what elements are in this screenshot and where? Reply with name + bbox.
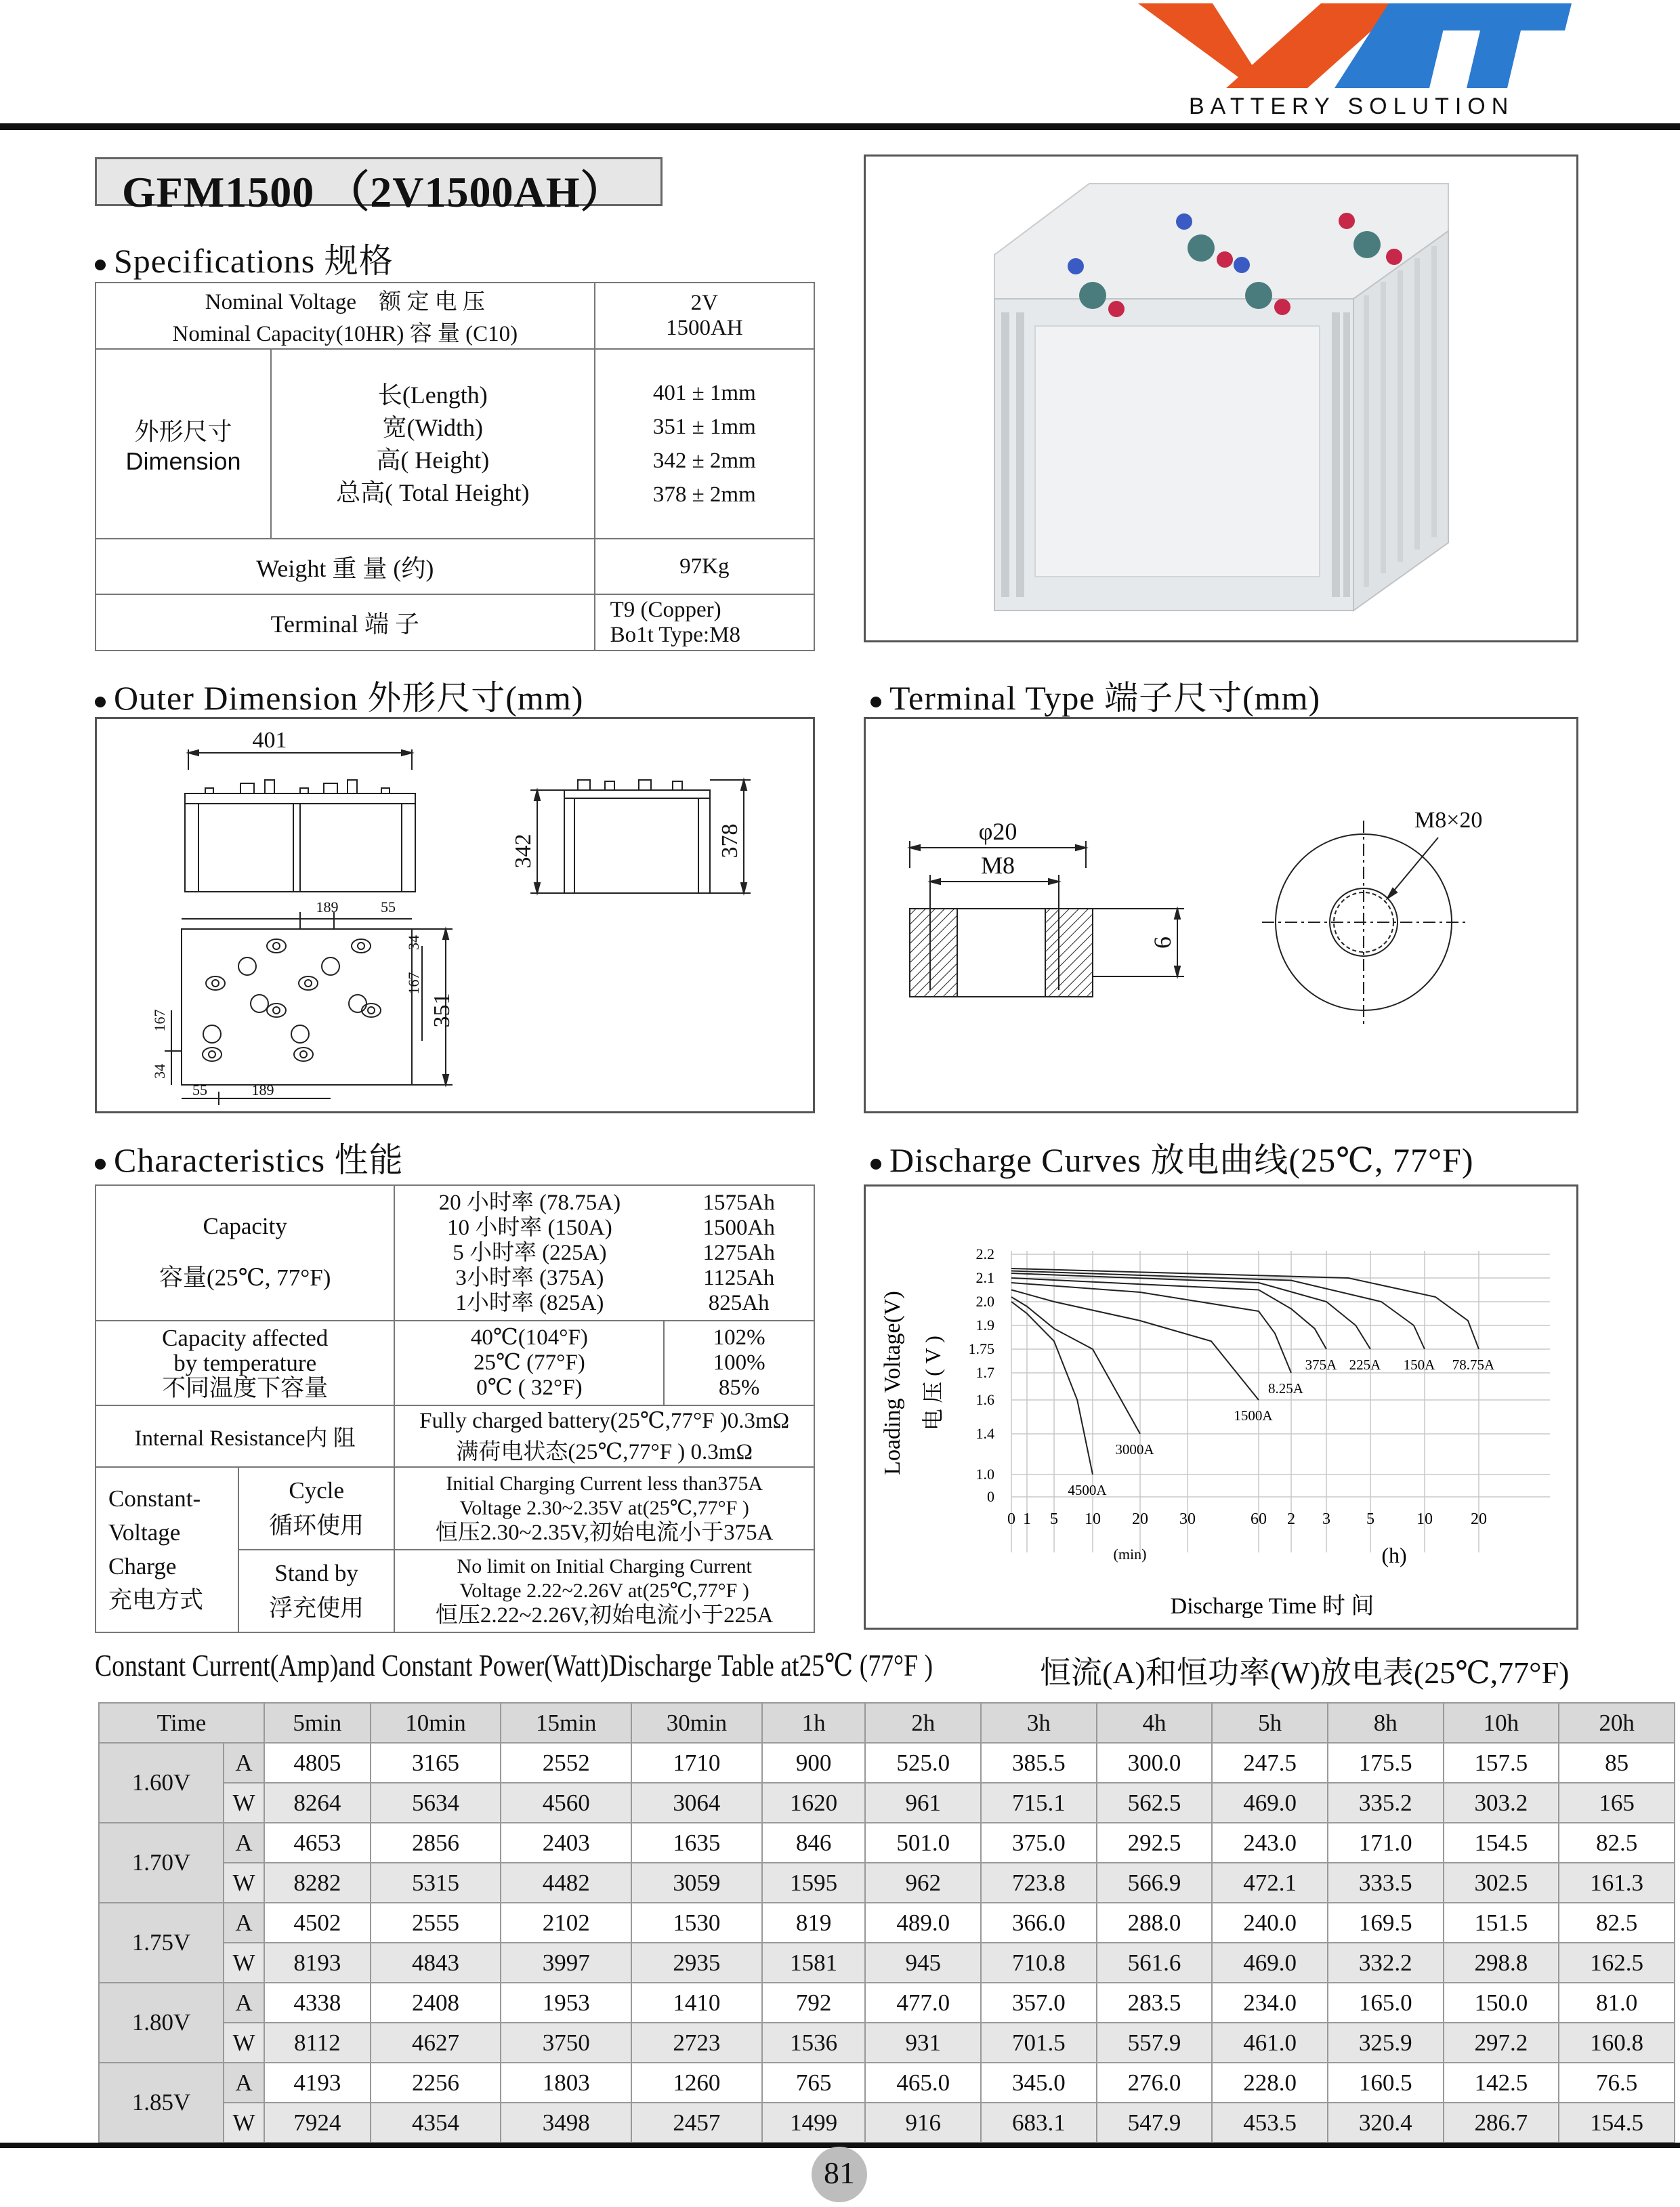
table-title-en: Constant Current(Amp)and Constant Power(Watt)Discharge Table at25℃ (77°F ) <box>95 1648 933 1683</box>
series-line <box>1011 1273 1370 1349</box>
bullet-icon <box>870 697 881 707</box>
y-tick-label: 2.2 <box>975 1245 994 1262</box>
table-cell: 701.5 <box>981 2023 1097 2063</box>
table-cell: 288.0 <box>1097 1903 1213 1943</box>
dim-189a: 189 <box>316 899 339 915</box>
page-number: 81 <box>824 2156 855 2190</box>
table-cell: 525.0 <box>865 1743 981 1783</box>
table-cell: 1536 <box>762 2023 866 2063</box>
table-cell: 2403 <box>501 1823 631 1863</box>
table-cell: 160.5 <box>1328 2063 1444 2103</box>
table-cell: 765 <box>762 2063 866 2103</box>
dim-55a: 55 <box>381 899 396 915</box>
dim-diameter: φ20 <box>978 818 1017 845</box>
table-cell: 4502 <box>264 1903 371 1943</box>
table-cell: 157.5 <box>1444 1743 1559 1783</box>
table-header: 15min <box>501 1703 631 1743</box>
dim-34b: 34 <box>151 1064 168 1079</box>
table-header: 20h <box>1559 1703 1675 1743</box>
table-cell: 1710 <box>631 1743 762 1783</box>
x-tick-label: 5 <box>1366 1510 1374 1528</box>
table-row <box>99 1943 1675 1983</box>
table-cell: 154.5 <box>1559 2103 1675 2143</box>
table-cell: 151.5 <box>1444 1903 1559 1943</box>
table-cell: 961 <box>865 1783 981 1823</box>
table-cell: 161.3 <box>1559 1863 1675 1903</box>
characteristics-table: Capacity 容量(25℃, 77°F) 20 小时率 (78.75A) 10 小时率 (150A) 5 小时率 (225A) 3小时率 (375A) 1小时率 (825A) 1575Ah 1500Ah 1275Ah 1125Ah 825Ah Capacity affected by temperature 不同温度下容量 40℃(104°F) 25℃ (77°F) 0℃ ( 32°F) 102% 100% 85% Internal Resistance内 阻 Fully charged battery(25℃,77°F )0.3mΩ 满荷电状态(25℃,77°F ) 0.3mΩ Constant- Voltage Charge 充电方式 Cycle 循环使用 Initial Charging Current less than375A Voltage 2.30~2.35V at(25℃,77°F ) 恒压2.30~2.35V,初始电流小于375A Stand by 浮充使用 No limit on Initial Charging Current Voltage 2.22~2.26V at(25℃,77°F ) 恒压2.22~2.26V,初始电流小于225A <box>95 1184 815 1633</box>
table-header: 2h <box>865 1703 981 1743</box>
table-row <box>99 2103 1675 2143</box>
table-cell: 332.2 <box>1328 1943 1444 1983</box>
table-cell: 2552 <box>501 1743 631 1783</box>
unit-cell: A <box>224 1983 264 2023</box>
table-cell: 85 <box>1559 1743 1675 1783</box>
terminal-drawing <box>864 717 1578 1113</box>
table-cell: 2723 <box>631 2023 762 2063</box>
table-cell: 1803 <box>501 2063 631 2103</box>
y-tick-label: 1.4 <box>975 1425 994 1442</box>
dim-bolt: M8×20 <box>1414 808 1483 833</box>
voltage-cell: 1.70V <box>99 1823 224 1903</box>
y-tick-label: 0 <box>987 1488 994 1505</box>
header-rule <box>0 123 1680 130</box>
table-header-time: Time <box>99 1703 264 1743</box>
table-cell: 247.5 <box>1212 1743 1328 1783</box>
table-cell: 1635 <box>631 1823 762 1863</box>
series-label: 3000A <box>1115 1441 1154 1458</box>
chart-xlabel: Discharge Time 时 间 <box>1170 1594 1374 1619</box>
x-tick-label: 0 <box>1007 1510 1015 1528</box>
table-cell: 142.5 <box>1444 2063 1559 2103</box>
section-outer-dimension: Outer Dimension 外形尺寸(mm) <box>95 671 583 720</box>
bullet-icon <box>870 1159 881 1170</box>
table-cell: 561.6 <box>1097 1943 1213 1983</box>
table-cell: 4560 <box>501 1783 631 1823</box>
table-cell: 8282 <box>264 1863 371 1903</box>
table-cell: 1410 <box>631 1983 762 2023</box>
bullet-icon <box>95 697 106 707</box>
table-header: 3h <box>981 1703 1097 1743</box>
table-cell: 8112 <box>264 2023 371 2063</box>
dim-378: 378 <box>717 823 742 859</box>
table-cell: 715.1 <box>981 1783 1097 1823</box>
table-cell: 2856 <box>371 1823 501 1863</box>
unit-cell: W <box>224 2023 264 2063</box>
voltage-cell: 1.75V <box>99 1903 224 1983</box>
unit-cell: A <box>224 1903 264 1943</box>
table-cell: 2555 <box>371 1903 501 1943</box>
table-cell: 175.5 <box>1328 1743 1444 1783</box>
series-label: 8.25A <box>1268 1380 1303 1397</box>
x-tick-label: 20 <box>1132 1510 1148 1528</box>
series-label: 4500A <box>1068 1482 1107 1498</box>
table-cell: 1530 <box>631 1903 762 1943</box>
table-cell: 169.5 <box>1328 1903 1444 1943</box>
chart-ylabel: Loading Voltage(V) <box>880 1291 905 1475</box>
dim-depth: 6 <box>1149 936 1176 949</box>
dim-55b: 55 <box>192 1081 207 1098</box>
y-tick-label: 1.6 <box>975 1391 994 1408</box>
dim-167b: 167 <box>151 1009 168 1032</box>
page-title: GFM1500 （2V1500AH） <box>122 168 625 216</box>
dim-167a: 167 <box>405 972 422 995</box>
dim-342: 342 <box>511 833 536 869</box>
battery-photo <box>864 154 1578 642</box>
y-tick-label: 2.1 <box>975 1269 994 1286</box>
dim-length: 401 <box>252 728 287 753</box>
table-cell: 82.5 <box>1559 1903 1675 1943</box>
table-cell: 4805 <box>264 1743 371 1783</box>
y-tick-label: 2.0 <box>975 1293 994 1310</box>
y-tick-label: 1.7 <box>975 1364 994 1381</box>
table-cell: 2457 <box>631 2103 762 2143</box>
table-cell: 4653 <box>264 1823 371 1863</box>
unit-cell: W <box>224 2103 264 2143</box>
table-cell: 234.0 <box>1212 1983 1328 2023</box>
table-cell: 3750 <box>501 2023 631 2063</box>
table-cell: 302.5 <box>1444 1863 1559 1903</box>
series-label: 225A <box>1349 1357 1381 1373</box>
table-header: 30min <box>631 1703 762 1743</box>
table-header: 10min <box>371 1703 501 1743</box>
table-cell: 792 <box>762 1983 866 2023</box>
x-tick-label: 30 <box>1179 1510 1196 1528</box>
chart-x-unit-h: (h) <box>1381 1543 1407 1567</box>
table-cell: 160.8 <box>1559 2023 1675 2063</box>
table-cell: 2256 <box>371 2063 501 2103</box>
table-cell: 171.0 <box>1328 1823 1444 1863</box>
table-cell: 4338 <box>264 1983 371 2023</box>
table-cell: 292.5 <box>1097 1823 1213 1863</box>
table-row <box>99 1783 1675 1823</box>
unit-cell: W <box>224 1943 264 1983</box>
table-cell: 150.0 <box>1444 1983 1559 2023</box>
section-characteristics: Characteristics 性能 <box>95 1133 404 1182</box>
table-cell: 300.0 <box>1097 1743 1213 1783</box>
x-tick-label: 10 <box>1416 1510 1433 1528</box>
series-label: 150A <box>1403 1357 1435 1373</box>
series-label: 78.75A <box>1452 1357 1495 1373</box>
series-line <box>1011 1290 1259 1401</box>
table-cell: 298.8 <box>1444 1943 1559 1983</box>
table-cell: 547.9 <box>1097 2103 1213 2143</box>
voltage-cell: 1.80V <box>99 1983 224 2063</box>
y-tick-label: 1.9 <box>975 1317 994 1334</box>
table-cell: 2408 <box>371 1983 501 2023</box>
table-header: 5h <box>1212 1703 1328 1743</box>
y-tick-label: 1.0 <box>975 1466 994 1483</box>
bullet-icon <box>95 1159 106 1170</box>
unit-cell: A <box>224 1743 264 1783</box>
table-cell: 5634 <box>371 1783 501 1823</box>
table-cell: 683.1 <box>981 2103 1097 2143</box>
table-row <box>99 1903 1675 1943</box>
table-cell: 303.2 <box>1444 1783 1559 1823</box>
table-cell: 165.0 <box>1328 1983 1444 2023</box>
table-cell: 477.0 <box>865 1983 981 2023</box>
table-cell: 3498 <box>501 2103 631 2143</box>
table-cell: 2102 <box>501 1903 631 1943</box>
table-cell: 916 <box>865 2103 981 2143</box>
table-title-cn: 恒流(A)和恒功率(W)放电表(25℃,77°F) <box>1040 1655 1570 1690</box>
table-cell: 76.5 <box>1559 2063 1675 2103</box>
bullet-icon <box>95 260 106 270</box>
dim-189b: 189 <box>251 1081 274 1098</box>
table-row <box>99 1983 1675 2023</box>
table-cell: 385.5 <box>981 1743 1097 1783</box>
table-header: 5min <box>264 1703 371 1743</box>
table-cell: 3997 <box>501 1943 631 1983</box>
table-cell: 286.7 <box>1444 2103 1559 2143</box>
unit-cell: A <box>224 1823 264 1863</box>
table-cell: 240.0 <box>1212 1903 1328 1943</box>
table-cell: 3059 <box>631 1863 762 1903</box>
table-row <box>99 1743 1675 1783</box>
table-cell: 4354 <box>371 2103 501 2143</box>
series-label: 1500A <box>1234 1407 1273 1424</box>
table-cell: 81.0 <box>1559 1983 1675 2023</box>
table-cell: 4627 <box>371 2023 501 2063</box>
table-cell: 162.5 <box>1559 1943 1675 1983</box>
x-tick-label: 3 <box>1322 1510 1330 1528</box>
table-cell: 5315 <box>371 1863 501 1903</box>
table-cell: 900 <box>762 1743 866 1783</box>
table-cell: 557.9 <box>1097 2023 1213 2063</box>
table-cell: 1620 <box>762 1783 866 1823</box>
table-cell: 4482 <box>501 1863 631 1903</box>
series-label: 375A <box>1305 1357 1337 1373</box>
discharge-table <box>98 1702 1675 2143</box>
table-cell: 3165 <box>371 1743 501 1783</box>
table-cell: 1581 <box>762 1943 866 1983</box>
table-cell: 2935 <box>631 1943 762 1983</box>
outer-dimension-drawing <box>95 717 815 1113</box>
table-cell: 461.0 <box>1212 2023 1328 2063</box>
table-cell: 723.8 <box>981 1863 1097 1903</box>
dim-m8: M8 <box>980 852 1015 879</box>
table-row <box>99 2023 1675 2063</box>
x-tick-label: 1 <box>1023 1510 1031 1528</box>
table-cell: 320.4 <box>1328 2103 1444 2143</box>
table-cell: 165 <box>1559 1783 1675 1823</box>
x-tick-label: 20 <box>1471 1510 1487 1528</box>
table-cell: 375.0 <box>981 1823 1097 1863</box>
chart-ylabel-cn: 电 压 ( V ) <box>921 1336 945 1430</box>
table-cell: 154.5 <box>1444 1823 1559 1863</box>
table-cell: 1499 <box>762 2103 866 2143</box>
table-cell: 228.0 <box>1212 2063 1328 2103</box>
table-cell: 335.2 <box>1328 1783 1444 1823</box>
unit-cell: A <box>224 2063 264 2103</box>
table-cell: 82.5 <box>1559 1823 1675 1863</box>
x-tick-label: 10 <box>1085 1510 1101 1528</box>
table-cell: 243.0 <box>1212 1823 1328 1863</box>
table-cell: 366.0 <box>981 1903 1097 1943</box>
y-tick-label: 1.75 <box>968 1340 994 1357</box>
table-cell: 453.5 <box>1212 2103 1328 2143</box>
unit-cell: W <box>224 1783 264 1823</box>
x-tick-label: 60 <box>1251 1510 1267 1528</box>
table-header: 1h <box>762 1703 866 1743</box>
table-cell: 8264 <box>264 1783 371 1823</box>
table-cell: 4843 <box>371 1943 501 1983</box>
table-cell: 962 <box>865 1863 981 1903</box>
voltage-cell: 1.60V <box>99 1743 224 1823</box>
section-discharge-curves: Discharge Curves 放电曲线(25℃, 77°F) <box>870 1133 1473 1182</box>
table-cell: 469.0 <box>1212 1943 1328 1983</box>
table-cell: 931 <box>865 2023 981 2063</box>
voltage-cell: 1.85V <box>99 2063 224 2143</box>
table-cell: 1953 <box>501 1983 631 2023</box>
table-cell: 8193 <box>264 1943 371 1983</box>
table-header: 10h <box>1444 1703 1559 1743</box>
table-cell: 283.5 <box>1097 1983 1213 2023</box>
table-row <box>99 1863 1675 1903</box>
table-cell: 489.0 <box>865 1903 981 1943</box>
table-row <box>99 2063 1675 2103</box>
dim-351: 351 <box>429 993 455 1028</box>
spec-table: Nominal Voltage 额 定 电 压 Nominal Capacity(10HR) 容 量 (C10) 2V 1500AH 外形尺寸 Dimension 长(Length) 宽(Width) 高( Height) 总高( Total Height) 401 ± 1mm 351 ± 1mm 342 ± 2mm 378 ± 2mm Weight 重 量 (约) 97Kg Terminal 端 子 T9 (Copper) Bo1t Type:M8 <box>95 282 815 651</box>
table-cell: 846 <box>762 1823 866 1863</box>
table-cell: 297.2 <box>1444 2023 1559 2063</box>
table-cell: 710.8 <box>981 1943 1097 1983</box>
brand-tagline: BATTERY SOLUTION <box>1189 94 1515 119</box>
unit-cell: W <box>224 1863 264 1903</box>
table-cell: 819 <box>762 1903 866 1943</box>
table-row <box>99 1823 1675 1863</box>
table-cell: 325.9 <box>1328 2023 1444 2063</box>
table-cell: 465.0 <box>865 2063 981 2103</box>
table-cell: 562.5 <box>1097 1783 1213 1823</box>
table-cell: 566.9 <box>1097 1863 1213 1903</box>
x-tick-label: 5 <box>1050 1510 1058 1528</box>
table-cell: 472.1 <box>1212 1863 1328 1903</box>
table-cell: 333.5 <box>1328 1863 1444 1903</box>
table-cell: 345.0 <box>981 2063 1097 2103</box>
table-header: 8h <box>1328 1703 1444 1743</box>
table-cell: 4193 <box>264 2063 371 2103</box>
section-specifications: Specifications 规格 <box>95 234 394 283</box>
table-cell: 276.0 <box>1097 2063 1213 2103</box>
discharge-chart <box>864 1184 1578 1630</box>
table-cell: 357.0 <box>981 1983 1097 2023</box>
table-cell: 469.0 <box>1212 1783 1328 1823</box>
table-cell: 1595 <box>762 1863 866 1903</box>
chart-x-unit-min: (min) <box>1113 1546 1147 1563</box>
table-cell: 501.0 <box>865 1823 981 1863</box>
table-cell: 1260 <box>631 2063 762 2103</box>
table-cell: 7924 <box>264 2103 371 2143</box>
table-header: 4h <box>1097 1703 1213 1743</box>
x-tick-label: 2 <box>1287 1510 1295 1528</box>
section-terminal-type: Terminal Type 端子尺寸(mm) <box>870 671 1320 720</box>
table-cell: 3064 <box>631 1783 762 1823</box>
table-cell: 945 <box>865 1943 981 1983</box>
dim-34a: 34 <box>405 935 422 950</box>
